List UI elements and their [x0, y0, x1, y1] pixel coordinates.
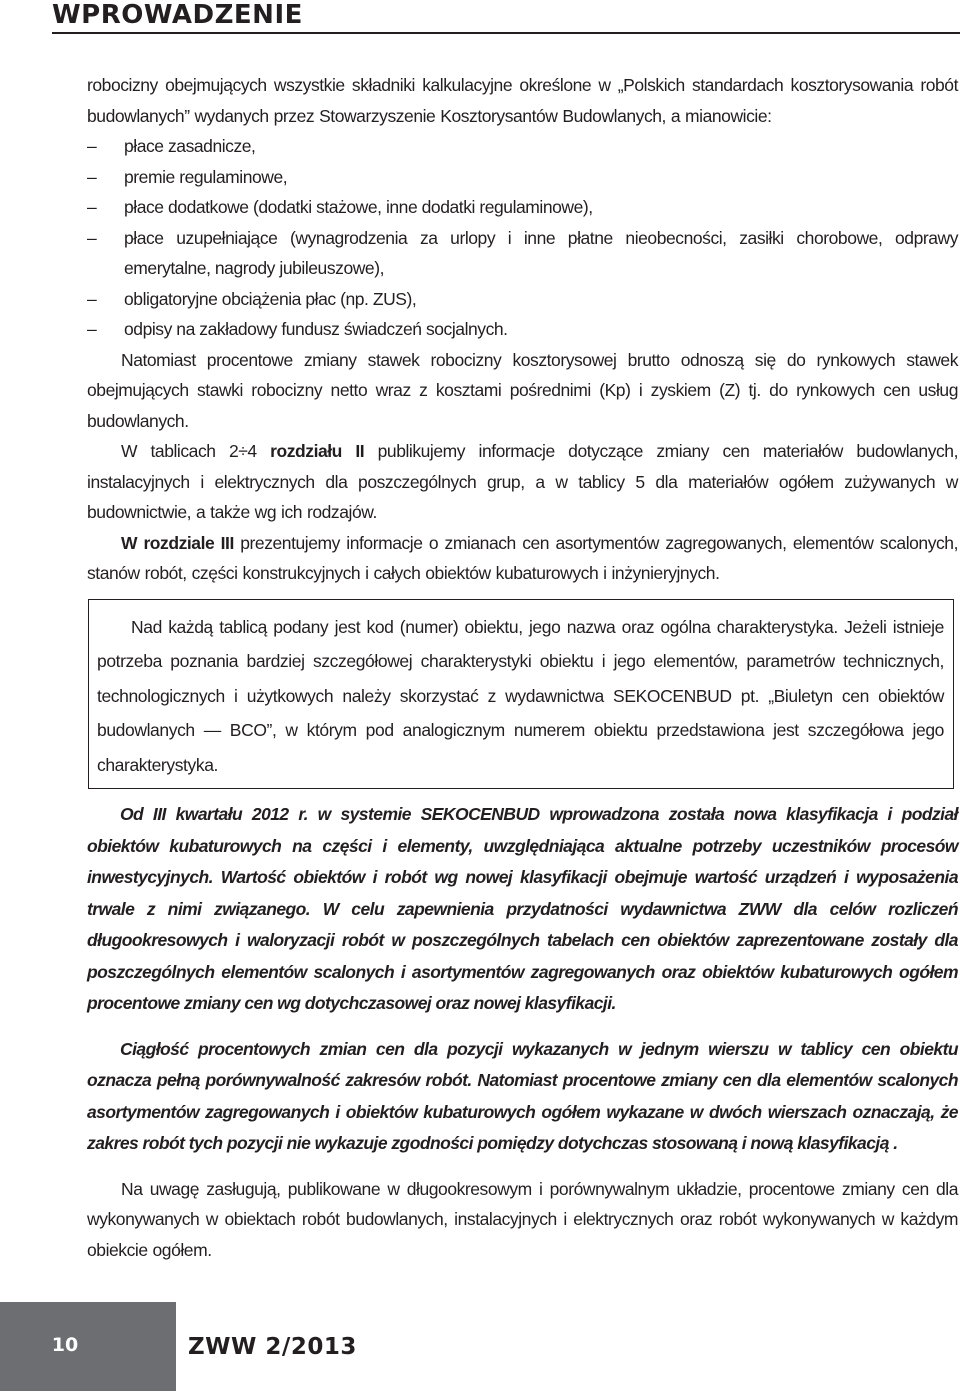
spacer — [87, 789, 958, 799]
dash-bullet: – — [87, 319, 97, 339]
page-number: 10 — [51, 1334, 79, 1356]
list-item — [87, 131, 958, 162]
dash-bullet: – — [87, 136, 97, 156]
list-item-text: premie regulaminowe, — [124, 166, 288, 187]
dash-bullet: – — [87, 288, 97, 309]
wage-components-list — [87, 131, 958, 345]
classification-paragraph: Od III kwartału 2012 r. w systemie SEKOCENBUD wprowadzona została nowa klasyfikacja i podział obiektów kubaturowych na części i elementy, uwzględniająca aktualne potrzeby uczestników procesów inwestycyjnych. Wartość obiektów i robót wg nowej klasyfikacji obejmuje wartość urządzeń i wyposażenia trwale z nimi związanego. W celu zapewnienia przydatności wydawnictwa ZWW dla celów rozliczeń długookresowych i waloryzacji robót w poszczególnych tabelach cen obiektów zaprezentowane zostały dla poszczególnych elementów scalonych i asortymentów zagregowanych oraz obiektów kubaturowych ogółem procentowe zmiany cen wg dotychczasowej oraz nowej klasyfikacji. — [87, 804, 958, 1013]
list-item — [87, 192, 958, 223]
dash-bullet: – — [87, 166, 97, 187]
rates-paragraph: Natomiast procentowe zmiany stawek robocizny kosztorysowej brutto odnoszą się do rynkowych stawek obejmujących stawki robocizny netto wraz z kosztami pośrednimi (Kp) i zyskiem (Z) tj. do rynkowych cen usług budowlanych. — [87, 349, 958, 431]
page-header — [52, 0, 960, 34]
dash-bullet: – — [87, 227, 97, 248]
intro-paragraph: robocizny obejmujących wszystkie składniki kalkulacyjne określone w „Polskich standardach kosztorysowania robót budowlanych” wydanych przez Stowarzyszenie Kosztorysantów Budowlanych, a mianowicie: — [87, 75, 958, 126]
main-content — [87, 70, 958, 1265]
dash-bullet: – — [87, 197, 97, 217]
chapter-three-paragraph — [87, 528, 958, 589]
closing-paragraph: Na uwagę zasługują, publikowane w długookresowym i porównywalnym układzie, procentowe zmiany cen dla wykonywanych w obiektach robót budowlanych, instalacyjnych i elektrycznych oraz robót wykonywanych w każdym obiekcie ogółem. — [87, 1178, 958, 1260]
list-item — [87, 223, 958, 284]
chapter-three-ref: W rozdziale III — [121, 532, 234, 553]
chapter-two-lead: W tablicach 2÷4 — [121, 441, 271, 461]
list-item — [87, 162, 958, 193]
list-item — [87, 284, 958, 315]
list-item-text: obligatoryjne obciążenia płac (np. ZUS), — [124, 288, 417, 309]
spacer — [87, 1020, 958, 1034]
list-item-text: odpisy na zakładowy fundusz świadczeń socjalnych. — [124, 319, 508, 339]
section-title: WPROWADZENIE — [52, 0, 303, 30]
chapter-two-paragraph — [87, 436, 958, 528]
chapter-two-body: publikujemy informacje dotyczące zmiany cen materiałów budowlanych, instalacyjnych i elektrycznych dla poszczególnych grup, a w tablicy 5 dla materiałów ogółem zużywanych w budownictwie, a także wg ich rodzajów. — [87, 441, 958, 522]
continuity-paragraph: Ciągłość procentowych zmian cen dla pozycji wykazanych w jednym wierszu w tablicy cen obiektu oznacza pełną porównywalność zakresów robót. Natomiast procentowe zmiany cen dla elementów scalonych asortymentów zagregowanych i obiektów kubaturowych ogółem wykazane w dwóch wierszach oznaczają, że zakres robót tych pozycji nie wykazuje zgodności pomiędzy dotychczas stosowaną i nową klasyfikacją . — [87, 1038, 958, 1153]
spacer — [87, 1160, 958, 1174]
chapter-two-ref: rozdziału II — [270, 441, 365, 461]
note-box-text: Nad każdą tablicą podany jest kod (numer) obiektu, jego nazwa oraz ogólna charakterystyka. Jeżeli istnieje potrzeba poznania bardziej szczegółowej charakterystyki obiektu i jego elementów, parametrów technicznych, technologicznych i użytkowych należy skorzystać z wydawnictwa SEKOCENBUD pt. „Biuletyn cen obiektów budowlanych — BCO”, w którym pod analogicznym numerem obiektu przedstawiona jest szczegółowa jego charakterystyka. — [97, 616, 944, 775]
list-item-text: płace dodatkowe (dodatki stażowe, inne dodatki regulaminowe), — [124, 197, 593, 217]
page-number-box — [0, 1302, 176, 1391]
list-item — [87, 314, 958, 345]
chapter-three-body: prezentujemy informacje o zmianach cen asortymentów zagregowanych, elementów scalonych, stanów robót, części konstrukcyjnych i całych obiektów kubaturowych i inżynieryjnych. — [87, 532, 958, 583]
note-box — [88, 599, 954, 790]
list-item-text: płace zasadnicze, — [124, 136, 256, 156]
publication-title: ZWW 2/2013 — [188, 1334, 357, 1360]
list-item-text: płace uzupełniające (wynagrodzenia za urlopy i inne płatne nieobecności, zasiłki chorobowe, odprawy emerytalne, nagrody jubileuszowe), — [124, 227, 958, 278]
